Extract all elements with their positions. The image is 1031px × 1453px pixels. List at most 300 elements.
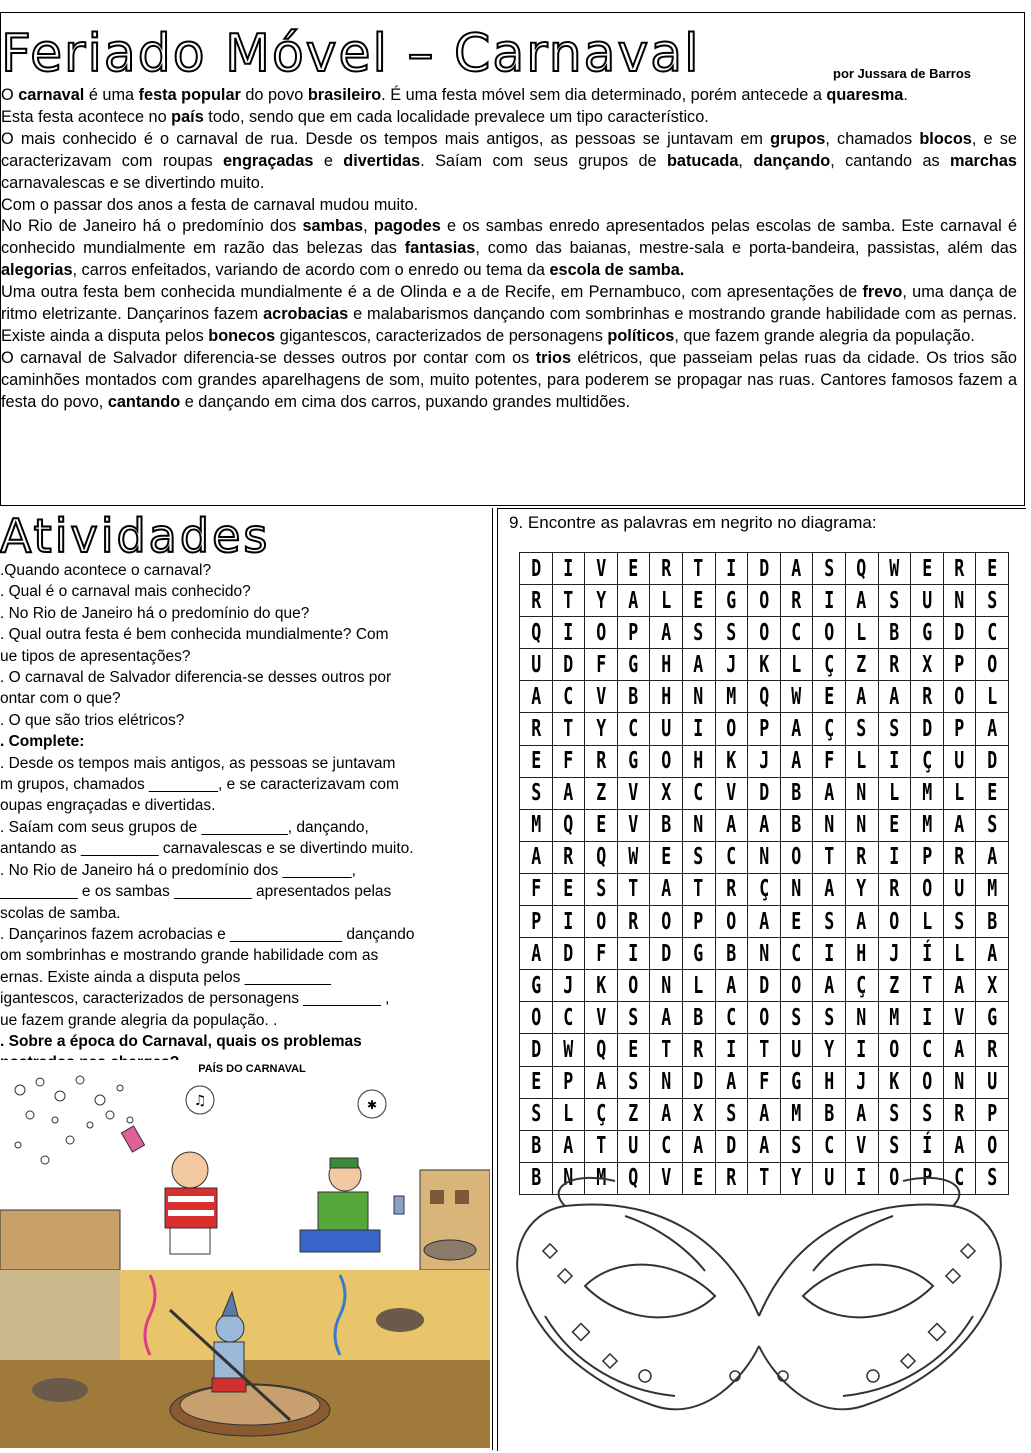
grid-cell[interactable]: J <box>883 938 906 970</box>
grid-cell[interactable]: A <box>720 809 743 841</box>
grid-cell[interactable]: S <box>785 1002 808 1034</box>
grid-cell[interactable]: Q <box>589 1034 612 1066</box>
grid-cell[interactable]: S <box>883 585 906 617</box>
grid-cell[interactable]: G <box>720 585 743 617</box>
grid-cell[interactable]: A <box>883 681 906 713</box>
grid-cell[interactable]: S <box>720 1098 743 1130</box>
grid-cell[interactable]: A <box>785 553 808 585</box>
grid-cell[interactable]: N <box>752 938 775 970</box>
grid-cell[interactable]: L <box>850 745 873 777</box>
grid-cell[interactable]: O <box>720 906 743 938</box>
grid-cell[interactable]: D <box>557 938 580 970</box>
grid-cell[interactable]: F <box>524 873 547 905</box>
grid-cell[interactable]: B <box>622 681 645 713</box>
grid-cell[interactable]: Ç <box>589 1098 612 1130</box>
grid-cell[interactable]: A <box>817 873 840 905</box>
grid-cell[interactable]: M <box>883 1002 906 1034</box>
grid-cell[interactable]: K <box>752 649 775 681</box>
grid-cell[interactable]: W <box>622 841 645 873</box>
grid-cell[interactable]: L <box>850 617 873 649</box>
grid-cell[interactable]: D <box>687 1066 710 1098</box>
grid-cell[interactable]: H <box>654 649 677 681</box>
grid-cell[interactable]: Í <box>915 938 938 970</box>
grid-cell[interactable]: O <box>654 745 677 777</box>
grid-cell[interactable]: B <box>654 809 677 841</box>
grid-cell[interactable]: F <box>817 745 840 777</box>
grid-cell[interactable]: U <box>654 713 677 745</box>
grid-cell[interactable]: P <box>948 713 971 745</box>
grid-cell[interactable]: F <box>589 938 612 970</box>
grid-cell[interactable]: B <box>524 1130 547 1162</box>
grid-cell[interactable]: R <box>720 873 743 905</box>
grid-cell[interactable]: C <box>915 1034 938 1066</box>
grid-cell[interactable]: T <box>557 585 580 617</box>
grid-cell[interactable]: B <box>720 938 743 970</box>
grid-cell[interactable]: N <box>687 681 710 713</box>
grid-cell[interactable]: M <box>720 681 743 713</box>
grid-cell[interactable]: I <box>557 906 580 938</box>
grid-cell[interactable]: I <box>557 617 580 649</box>
grid-cell[interactable]: E <box>622 1034 645 1066</box>
grid-cell[interactable]: P <box>557 1066 580 1098</box>
grid-cell[interactable]: Y <box>785 1162 808 1194</box>
grid-cell[interactable]: C <box>720 1002 743 1034</box>
grid-cell[interactable]: A <box>720 1066 743 1098</box>
grid-cell[interactable]: N <box>850 777 873 809</box>
grid-cell[interactable]: I <box>720 553 743 585</box>
grid-cell[interactable]: N <box>557 1162 580 1194</box>
grid-cell[interactable]: Y <box>589 585 612 617</box>
grid-cell[interactable]: S <box>785 1130 808 1162</box>
grid-cell[interactable]: Ç <box>915 745 938 777</box>
grid-cell[interactable]: R <box>524 713 547 745</box>
grid-cell[interactable]: O <box>817 617 840 649</box>
grid-cell[interactable]: N <box>654 1066 677 1098</box>
grid-cell[interactable]: E <box>817 681 840 713</box>
grid-cell[interactable]: C <box>557 681 580 713</box>
grid-cell[interactable]: D <box>557 649 580 681</box>
grid-cell[interactable]: R <box>948 1098 971 1130</box>
grid-cell[interactable]: G <box>785 1066 808 1098</box>
grid-cell[interactable]: J <box>557 970 580 1002</box>
grid-cell[interactable]: A <box>622 585 645 617</box>
grid-cell[interactable]: A <box>654 873 677 905</box>
grid-cell[interactable]: O <box>915 873 938 905</box>
grid-cell[interactable]: L <box>654 585 677 617</box>
grid-cell[interactable]: Q <box>557 809 580 841</box>
grid-cell[interactable]: B <box>980 906 1003 938</box>
grid-cell[interactable]: W <box>557 1034 580 1066</box>
grid-cell[interactable]: C <box>948 1162 971 1194</box>
grid-cell[interactable]: H <box>850 938 873 970</box>
grid-cell[interactable]: M <box>589 1162 612 1194</box>
grid-cell[interactable]: A <box>948 1034 971 1066</box>
grid-cell[interactable]: I <box>720 1034 743 1066</box>
grid-cell[interactable]: O <box>915 1066 938 1098</box>
grid-cell[interactable]: F <box>557 745 580 777</box>
grid-cell[interactable]: S <box>883 1098 906 1130</box>
grid-cell[interactable]: P <box>752 713 775 745</box>
grid-cell[interactable]: R <box>687 1034 710 1066</box>
grid-cell[interactable]: O <box>524 1002 547 1034</box>
grid-cell[interactable]: Ç <box>817 713 840 745</box>
grid-cell[interactable]: L <box>883 777 906 809</box>
grid-cell[interactable]: I <box>883 841 906 873</box>
grid-cell[interactable]: R <box>948 841 971 873</box>
grid-cell[interactable]: B <box>785 809 808 841</box>
grid-cell[interactable]: L <box>785 649 808 681</box>
grid-cell[interactable]: S <box>915 1098 938 1130</box>
grid-cell[interactable]: A <box>980 938 1003 970</box>
grid-cell[interactable]: D <box>915 713 938 745</box>
grid-cell[interactable]: T <box>915 970 938 1002</box>
grid-cell[interactable]: R <box>785 585 808 617</box>
grid-cell[interactable]: G <box>980 1002 1003 1034</box>
grid-cell[interactable]: W <box>785 681 808 713</box>
grid-cell[interactable]: R <box>883 873 906 905</box>
grid-cell[interactable]: A <box>850 585 873 617</box>
grid-cell[interactable]: D <box>980 745 1003 777</box>
grid-cell[interactable]: A <box>850 1098 873 1130</box>
grid-cell[interactable]: C <box>785 938 808 970</box>
grid-cell[interactable]: O <box>752 617 775 649</box>
grid-cell[interactable]: S <box>817 906 840 938</box>
grid-cell[interactable]: E <box>687 1162 710 1194</box>
grid-cell[interactable]: S <box>524 777 547 809</box>
grid-cell[interactable]: Q <box>752 681 775 713</box>
grid-cell[interactable]: S <box>980 585 1003 617</box>
grid-cell[interactable]: A <box>687 1130 710 1162</box>
grid-cell[interactable]: L <box>915 906 938 938</box>
grid-cell[interactable]: V <box>622 809 645 841</box>
grid-cell[interactable]: N <box>817 809 840 841</box>
grid-cell[interactable]: R <box>850 841 873 873</box>
grid-cell[interactable]: A <box>524 841 547 873</box>
grid-cell[interactable]: S <box>589 873 612 905</box>
grid-cell[interactable]: D <box>752 777 775 809</box>
grid-cell[interactable]: D <box>524 1034 547 1066</box>
grid-cell[interactable]: D <box>752 553 775 585</box>
grid-cell[interactable]: O <box>980 649 1003 681</box>
grid-cell[interactable]: P <box>915 1162 938 1194</box>
grid-cell[interactable]: V <box>720 777 743 809</box>
grid-cell[interactable]: M <box>980 873 1003 905</box>
grid-cell[interactable]: M <box>524 809 547 841</box>
grid-cell[interactable]: P <box>687 906 710 938</box>
grid-cell[interactable]: Q <box>622 1162 645 1194</box>
grid-cell[interactable]: Y <box>850 873 873 905</box>
grid-cell[interactable]: V <box>654 1162 677 1194</box>
grid-cell[interactable]: T <box>557 713 580 745</box>
grid-cell[interactable]: I <box>850 1034 873 1066</box>
grid-cell[interactable]: N <box>785 873 808 905</box>
grid-cell[interactable]: U <box>948 873 971 905</box>
grid-cell[interactable]: Q <box>850 553 873 585</box>
grid-cell[interactable]: O <box>720 713 743 745</box>
grid-cell[interactable]: R <box>948 553 971 585</box>
grid-cell[interactable]: S <box>720 617 743 649</box>
grid-cell[interactable]: B <box>524 1162 547 1194</box>
grid-cell[interactable]: V <box>589 681 612 713</box>
grid-cell[interactable]: A <box>687 649 710 681</box>
grid-cell[interactable]: Z <box>850 649 873 681</box>
grid-cell[interactable]: T <box>817 841 840 873</box>
grid-cell[interactable]: E <box>524 745 547 777</box>
grid-cell[interactable]: T <box>687 873 710 905</box>
grid-cell[interactable]: J <box>752 745 775 777</box>
grid-cell[interactable]: V <box>622 777 645 809</box>
grid-cell[interactable]: V <box>589 553 612 585</box>
grid-cell[interactable]: C <box>785 617 808 649</box>
grid-cell[interactable]: N <box>752 841 775 873</box>
grid-cell[interactable]: J <box>720 649 743 681</box>
grid-cell[interactable]: M <box>915 777 938 809</box>
grid-cell[interactable]: A <box>752 1130 775 1162</box>
grid-cell[interactable]: N <box>850 809 873 841</box>
grid-cell[interactable]: T <box>752 1034 775 1066</box>
grid-cell[interactable]: O <box>785 970 808 1002</box>
grid-cell[interactable]: V <box>948 1002 971 1034</box>
grid-cell[interactable]: D <box>524 553 547 585</box>
grid-cell[interactable]: N <box>948 1066 971 1098</box>
grid-cell[interactable]: L <box>948 938 971 970</box>
grid-cell[interactable]: R <box>654 553 677 585</box>
grid-cell[interactable]: U <box>622 1130 645 1162</box>
grid-cell[interactable]: T <box>752 1162 775 1194</box>
grid-cell[interactable]: Ç <box>850 970 873 1002</box>
grid-cell[interactable]: G <box>915 617 938 649</box>
grid-cell[interactable]: S <box>687 617 710 649</box>
grid-cell[interactable]: P <box>622 617 645 649</box>
grid-cell[interactable]: Ç <box>817 649 840 681</box>
grid-cell[interactable]: N <box>687 809 710 841</box>
grid-cell[interactable]: U <box>948 745 971 777</box>
grid-cell[interactable]: A <box>524 938 547 970</box>
grid-cell[interactable]: R <box>622 906 645 938</box>
grid-cell[interactable]: U <box>817 1162 840 1194</box>
grid-cell[interactable]: I <box>557 553 580 585</box>
grid-cell[interactable]: U <box>980 1066 1003 1098</box>
grid-cell[interactable]: S <box>883 1130 906 1162</box>
grid-cell[interactable]: S <box>850 713 873 745</box>
grid-cell[interactable]: P <box>524 906 547 938</box>
grid-cell[interactable]: L <box>948 777 971 809</box>
grid-cell[interactable]: P <box>980 1098 1003 1130</box>
grid-cell[interactable]: N <box>850 1002 873 1034</box>
grid-cell[interactable]: E <box>883 809 906 841</box>
grid-cell[interactable]: B <box>785 777 808 809</box>
grid-cell[interactable]: U <box>785 1034 808 1066</box>
grid-cell[interactable]: C <box>720 841 743 873</box>
grid-cell[interactable]: K <box>720 745 743 777</box>
grid-cell[interactable]: I <box>883 745 906 777</box>
grid-cell[interactable]: E <box>654 841 677 873</box>
grid-cell[interactable]: A <box>752 906 775 938</box>
grid-cell[interactable]: V <box>589 1002 612 1034</box>
grid-cell[interactable]: A <box>785 713 808 745</box>
grid-cell[interactable]: I <box>622 938 645 970</box>
grid-cell[interactable]: X <box>915 649 938 681</box>
grid-cell[interactable]: P <box>915 841 938 873</box>
grid-cell[interactable]: R <box>557 841 580 873</box>
grid-cell[interactable]: A <box>720 970 743 1002</box>
grid-cell[interactable]: P <box>948 649 971 681</box>
grid-cell[interactable]: A <box>785 745 808 777</box>
grid-cell[interactable]: A <box>654 617 677 649</box>
grid-cell[interactable]: O <box>883 906 906 938</box>
grid-cell[interactable]: B <box>687 1002 710 1034</box>
grid-cell[interactable]: A <box>817 777 840 809</box>
grid-cell[interactable]: I <box>915 1002 938 1034</box>
grid-cell[interactable]: R <box>915 681 938 713</box>
grid-cell[interactable]: A <box>752 809 775 841</box>
grid-cell[interactable]: G <box>524 970 547 1002</box>
grid-cell[interactable]: A <box>850 906 873 938</box>
grid-cell[interactable]: A <box>850 681 873 713</box>
grid-cell[interactable]: Q <box>589 841 612 873</box>
grid-cell[interactable]: Y <box>589 713 612 745</box>
grid-cell[interactable]: C <box>557 1002 580 1034</box>
grid-cell[interactable]: Q <box>524 617 547 649</box>
grid-cell[interactable]: O <box>752 1002 775 1034</box>
grid-cell[interactable]: I <box>687 713 710 745</box>
grid-cell[interactable]: Í <box>915 1130 938 1162</box>
grid-cell[interactable]: E <box>980 777 1003 809</box>
grid-cell[interactable]: H <box>654 681 677 713</box>
grid-cell[interactable]: T <box>622 873 645 905</box>
grid-cell[interactable]: M <box>785 1098 808 1130</box>
grid-cell[interactable]: S <box>948 906 971 938</box>
grid-cell[interactable]: U <box>915 585 938 617</box>
grid-cell[interactable]: X <box>654 777 677 809</box>
grid-cell[interactable]: N <box>654 970 677 1002</box>
grid-cell[interactable]: A <box>980 713 1003 745</box>
grid-cell[interactable]: C <box>654 1130 677 1162</box>
grid-cell[interactable]: S <box>883 713 906 745</box>
grid-cell[interactable]: H <box>687 745 710 777</box>
grid-cell[interactable]: I <box>817 585 840 617</box>
grid-cell[interactable]: S <box>622 1066 645 1098</box>
grid-cell[interactable]: B <box>817 1098 840 1130</box>
grid-cell[interactable]: X <box>687 1098 710 1130</box>
grid-cell[interactable]: A <box>980 841 1003 873</box>
grid-cell[interactable]: R <box>524 585 547 617</box>
grid-cell[interactable]: J <box>850 1066 873 1098</box>
grid-cell[interactable]: E <box>687 585 710 617</box>
grid-cell[interactable]: O <box>654 906 677 938</box>
grid-cell[interactable]: X <box>980 970 1003 1002</box>
grid-cell[interactable]: E <box>980 553 1003 585</box>
grid-cell[interactable]: A <box>948 1130 971 1162</box>
grid-cell[interactable]: S <box>817 1002 840 1034</box>
grid-cell[interactable]: M <box>915 809 938 841</box>
grid-cell[interactable]: S <box>817 553 840 585</box>
grid-cell[interactable]: O <box>752 585 775 617</box>
grid-cell[interactable]: O <box>589 617 612 649</box>
grid-cell[interactable]: O <box>785 841 808 873</box>
grid-cell[interactable]: G <box>687 938 710 970</box>
grid-cell[interactable]: C <box>980 617 1003 649</box>
grid-cell[interactable]: Y <box>817 1034 840 1066</box>
grid-cell[interactable]: E <box>524 1066 547 1098</box>
grid-cell[interactable]: D <box>654 938 677 970</box>
grid-cell[interactable]: O <box>948 681 971 713</box>
grid-cell[interactable]: I <box>817 938 840 970</box>
grid-cell[interactable]: A <box>948 970 971 1002</box>
grid-cell[interactable]: A <box>654 1002 677 1034</box>
grid-cell[interactable]: K <box>589 970 612 1002</box>
grid-cell[interactable]: O <box>980 1130 1003 1162</box>
grid-cell[interactable]: E <box>557 873 580 905</box>
grid-cell[interactable]: A <box>654 1098 677 1130</box>
grid-cell[interactable]: S <box>622 1002 645 1034</box>
grid-cell[interactable]: A <box>589 1066 612 1098</box>
grid-cell[interactable]: A <box>557 777 580 809</box>
grid-cell[interactable]: R <box>883 649 906 681</box>
grid-cell[interactable]: E <box>622 553 645 585</box>
grid-cell[interactable]: S <box>980 1162 1003 1194</box>
grid-cell[interactable]: R <box>720 1162 743 1194</box>
grid-cell[interactable]: K <box>883 1066 906 1098</box>
grid-cell[interactable]: L <box>557 1098 580 1130</box>
grid-cell[interactable]: O <box>589 906 612 938</box>
grid-cell[interactable]: E <box>589 809 612 841</box>
grid-cell[interactable]: S <box>524 1098 547 1130</box>
grid-cell[interactable]: I <box>850 1162 873 1194</box>
grid-cell[interactable]: A <box>557 1130 580 1162</box>
grid-cell[interactable]: E <box>785 906 808 938</box>
grid-cell[interactable]: R <box>589 745 612 777</box>
grid-cell[interactable]: W <box>883 553 906 585</box>
grid-cell[interactable]: U <box>524 649 547 681</box>
grid-cell[interactable]: D <box>948 617 971 649</box>
grid-cell[interactable]: T <box>589 1130 612 1162</box>
grid-cell[interactable]: C <box>622 713 645 745</box>
grid-cell[interactable]: L <box>687 970 710 1002</box>
grid-cell[interactable]: S <box>687 841 710 873</box>
grid-cell[interactable]: Z <box>589 777 612 809</box>
grid-cell[interactable]: F <box>752 1066 775 1098</box>
grid-cell[interactable]: T <box>654 1034 677 1066</box>
grid-cell[interactable]: D <box>720 1130 743 1162</box>
grid-cell[interactable]: R <box>980 1034 1003 1066</box>
grid-cell[interactable]: V <box>850 1130 873 1162</box>
grid-cell[interactable]: A <box>948 809 971 841</box>
grid-cell[interactable]: G <box>622 745 645 777</box>
grid-cell[interactable]: A <box>752 1098 775 1130</box>
grid-cell[interactable]: A <box>817 970 840 1002</box>
grid-cell[interactable]: Ç <box>752 873 775 905</box>
grid-cell[interactable]: L <box>980 681 1003 713</box>
grid-cell[interactable]: O <box>883 1034 906 1066</box>
grid-cell[interactable]: O <box>622 970 645 1002</box>
grid-cell[interactable]: H <box>817 1066 840 1098</box>
grid-cell[interactable]: G <box>622 649 645 681</box>
grid-cell[interactable]: Z <box>622 1098 645 1130</box>
grid-cell[interactable]: Z <box>883 970 906 1002</box>
grid-cell[interactable]: A <box>524 681 547 713</box>
grid-cell[interactable]: T <box>687 553 710 585</box>
grid-cell[interactable]: E <box>915 553 938 585</box>
grid-cell[interactable]: D <box>752 970 775 1002</box>
grid-cell[interactable]: S <box>980 809 1003 841</box>
grid-cell[interactable]: O <box>883 1162 906 1194</box>
grid-cell[interactable]: F <box>589 649 612 681</box>
grid-cell[interactable]: C <box>687 777 710 809</box>
grid-cell[interactable]: B <box>883 617 906 649</box>
grid-cell[interactable]: C <box>817 1130 840 1162</box>
grid-cell[interactable]: N <box>948 585 971 617</box>
